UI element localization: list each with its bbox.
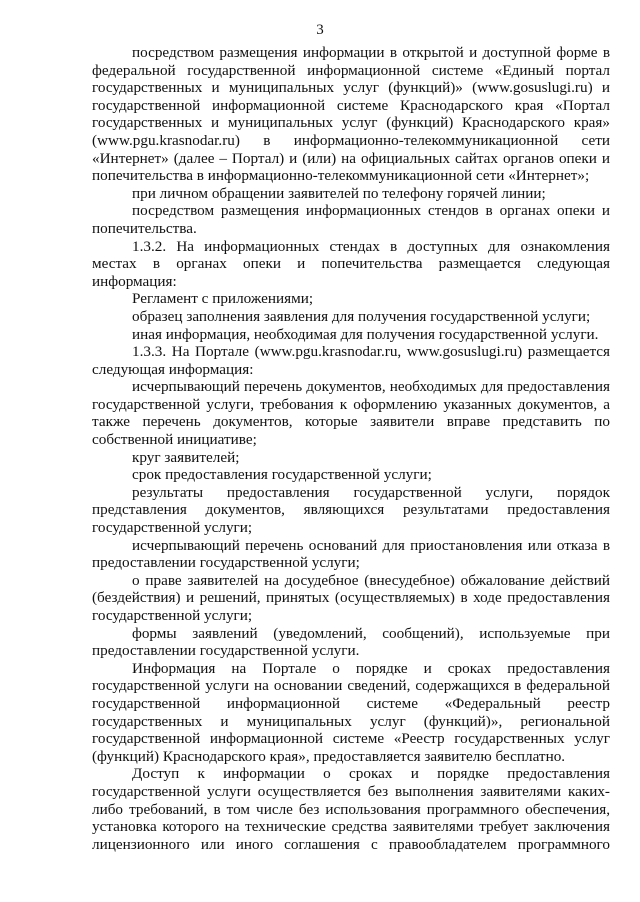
paragraph-8: 1.3.3. На Портале (www.pgu.krasnodar.ru, www.gosuslugi.ru) размещается следующая информация: [92,343,610,378]
paragraph-15: формы заявлений (уведомлений, сообщений), используемые при предоставлении государственной услуги. [92,624,610,660]
paragraph-14: о праве заявителей на досудебное (внесудебное) обжалование действий (бездействия) и решений, принятых (осуществляемых) в ходе предоставления государственной услуги; [92,571,610,624]
document-body [92,44,610,853]
paragraph-13: исчерпывающий перечень оснований для приостановления или отказа в предоставлении государственной услуги; [92,536,610,572]
paragraph-4: 1.3.2. На информационных стендах в доступных для ознакомления местах в органах опеки и попечительства размещается следующая информация: [92,237,610,290]
paragraph-5: Регламент с приложениями; [132,290,314,308]
paragraph-16: Информация на Портале о порядке и сроках предоставления государственной услуги на основании сведений, содержащихся в федеральной государственной информационной системе «Федеральный реестр государственных и муниципальных услуг (функций)», региональной государственной информационной системе «Реестр государственных услуг (функций) Краснодарского края», предоставляется заявителю бесплатно. [92,659,610,765]
paragraph-3: посредством размещения информационных стендов в органах опеки и попечительства. [92,202,610,237]
page-number: 3 [316,22,324,38]
paragraph-9: исчерпывающий перечень документов, необходимых для предоставления государственной услуги, требования к оформлению указанных документов, а также перечень документов, которые заявители вправе представить по собственной инициативе; [92,378,610,449]
paragraph-1: посредством размещения информации в открытой и доступной форме в федеральной государственной информационной системе «Единый портал государственных и муниципальных услуг (функций)» (www.gosuslugi.ru) и государственной информационной системе Краснодарского края «Портал государственных и муниципальных услуг (функций) Краснодарского края» (www.pgu.krasnodar.ru) в информационно-телекоммуникационной сети «Интернет» (далее – Портал) и (или) на официальных сайтах органов опеки и попечительства в информационно-телекоммуникационной сети «Интернет»; [92,44,610,185]
paragraph-7: иная информация, необходимая для получения государственной услуги. [132,325,599,343]
paragraph-2: при личном обращении заявителей по телефону горячей линии; [132,184,546,202]
paragraph-17: Доступ к информации о сроках и порядке предоставления государственной услуги осуществляется без выполнения заявителями каких-либо требований, в том числе без использования программного обеспечения, установка которого на технические средства заявителями требует заключения лицензионного или иного соглашения с правообладателем программного [92,765,610,853]
paragraph-6: образец заполнения заявления для получения государственной услуги; [132,307,591,325]
paragraph-10: круг заявителей; [132,448,240,466]
paragraph-12: результаты предоставления государственной услуги, порядок представления документов, являющихся результатами предоставления государственной услуги; [92,483,610,537]
paragraph-11: срок предоставления государственной услуги; [132,466,432,484]
